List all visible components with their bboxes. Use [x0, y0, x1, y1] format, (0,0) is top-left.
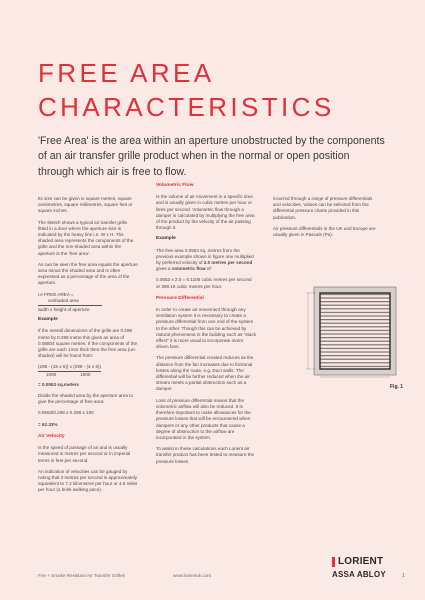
- grille-figure: [302, 283, 408, 380]
- footer-url[interactable]: www.lorientuk.com: [172, 573, 212, 578]
- paragraph: 0.0553 x 2.0 = 0.1106 cubic metres per second or 398.16 cubic metres per hour.: [156, 277, 252, 289]
- paragraph: Its size can be given in square metres, square centimetres, square millimetres, square feet or square inches.: [38, 196, 133, 214]
- volumetric-flow-heading: Volumetric Flow: [156, 183, 194, 188]
- formula-numerator: unshaded area: [48, 297, 79, 303]
- column-2: [156, 183, 256, 470]
- paragraph: Air pressure differentials in the UK and Europe are usually given in Pascals (Pa).: [273, 225, 376, 238]
- paragraph: Is the speed of passage of air and is usually measured in metres per second or in imperial terms in feet per second.: [38, 445, 131, 463]
- paragraph: To assist in these calculations each Lorient air transfer product has been tested to measure the pressure losses: [156, 446, 255, 464]
- column-3: [273, 196, 377, 243]
- text-run: The free area 0.0553 sq. metres from the previous example shown in figure one multiplied by preferred velocity of: [156, 247, 254, 266]
- text-run-bold: 2.0 metres per second: [203, 260, 253, 266]
- lorient-logo: [332, 556, 394, 590]
- paragraph: If the overall dimensions of the grille are 0.298 metre by 0.298 metre this gives an area of 0.08804 square metres. If the components of the grille are each 1mm thick then the free area (un-shaded) will be found from:: [38, 328, 138, 359]
- paragraph: [156, 248, 256, 273]
- page-number: 1: [402, 573, 405, 579]
- logo-mark-icon: [332, 557, 335, 567]
- air-velocity-heading: Air Velocity: [38, 433, 65, 439]
- example-heading: Example: [156, 236, 176, 242]
- percentage-result: = 62.33%: [38, 421, 58, 427]
- paragraph: Loss of pressure differential means that the volumetric airflow will also be reduced. It is therefore important to make allowances for the pressure losses that will be encountered when dampers or any other products that cause a degree of obstruction to the airflow are incorporated in the system.: [156, 397, 251, 440]
- free-area-formula: [38, 292, 138, 314]
- calc-result: = 0.0553 sq.meters: [38, 381, 79, 387]
- pressure-differential-heading: Pressure Differential: [156, 295, 204, 301]
- paragraph: As can be seen the free area equals the aperture area minus the shaded area and is often expressed as a percentage of the area of the aperture.: [38, 261, 138, 286]
- calc-denominator-2: 1000: [80, 371, 91, 377]
- text-run-bold: volumetric flow: [171, 266, 206, 272]
- paragraph: In order to create air movement through any ventilation system it is necessary to create a pressure differential from one end of the system to the other. Though this can be achieved by natural phenomena in the building such as "stack effect" it is more usual to incorporate motor driven fans.: [156, 307, 256, 350]
- figure-caption: Fig. 1: [390, 384, 404, 390]
- grille-aperture: [320, 293, 390, 369]
- text-run: gives a: [156, 266, 172, 272]
- formula-lhs: i.e FREE AREA =: [38, 291, 74, 297]
- paragraph: An indication of velocities can be gauged by noting that 2 metres per second is approximately equivalent to 7.2 kilometres per hour or 4.5 miles per hour (a brisk walking pace).: [38, 468, 138, 493]
- calc-numerator: (298 - (15 x 6)) x (298 - (4 x 6)): [38, 364, 101, 371]
- free-area-calculation: [38, 364, 138, 377]
- column-1: [38, 196, 138, 499]
- title-line-2: CHARACTERISTICS: [38, 92, 335, 122]
- text-run: of:: [205, 266, 212, 272]
- footer: [38, 573, 211, 578]
- paragraph: Divide the shaded area by the aperture area to give the percentage of free area:: [38, 393, 133, 405]
- paragraph: The pressure differential created reduces as the distance from the fan increases due to frictional losses along the route, e.g. Duct walls. The differential will be further reduced when the air stream meets a partial obstruction such as a damper.: [156, 355, 254, 392]
- logo-brand: LORIENT: [338, 556, 384, 567]
- paragraph: incurred through a range of pressure differentials and velocities. Values can be selected from the differential pressure charts provided in this publication.: [273, 196, 373, 220]
- intro-paragraph: 'Free Area' is the area within an aperture unobstructed by the components of an air transfer grille product when in the normal or open position through which air is free to flow.: [38, 135, 385, 178]
- page-title: [38, 56, 335, 124]
- paragraph: Is the volume of air movement in a specific time and is usually given in cubic metres per hour or litres per second. Volumetric flow through a damper is calculated by multiplying the free area of the product by the velocity of the air passing through it.: [156, 194, 255, 231]
- title-line-1: FREE AREA: [38, 58, 215, 88]
- fraction-line: [38, 305, 102, 306]
- footer-title: Fire + Smoke Resistant Air Transfer Grilles: [38, 573, 125, 578]
- example-heading: Example: [38, 317, 58, 323]
- formula-denominator: width x height of aperture: [38, 307, 90, 313]
- calc-denominator-1: 1000: [46, 371, 57, 377]
- paragraph: The sketch shows a typical air transfer grille fitted in a door where the aperture size is indicated by the heavy line i.e. W x H. The shaded area represents the components of the grille and the non-shaded area within the aperture is the 'free area'.: [38, 219, 134, 256]
- logo-sub: ASSA ABLOY: [332, 570, 386, 579]
- paragraph: 0.0553/0.298 x 0.298 x 100: [38, 410, 94, 416]
